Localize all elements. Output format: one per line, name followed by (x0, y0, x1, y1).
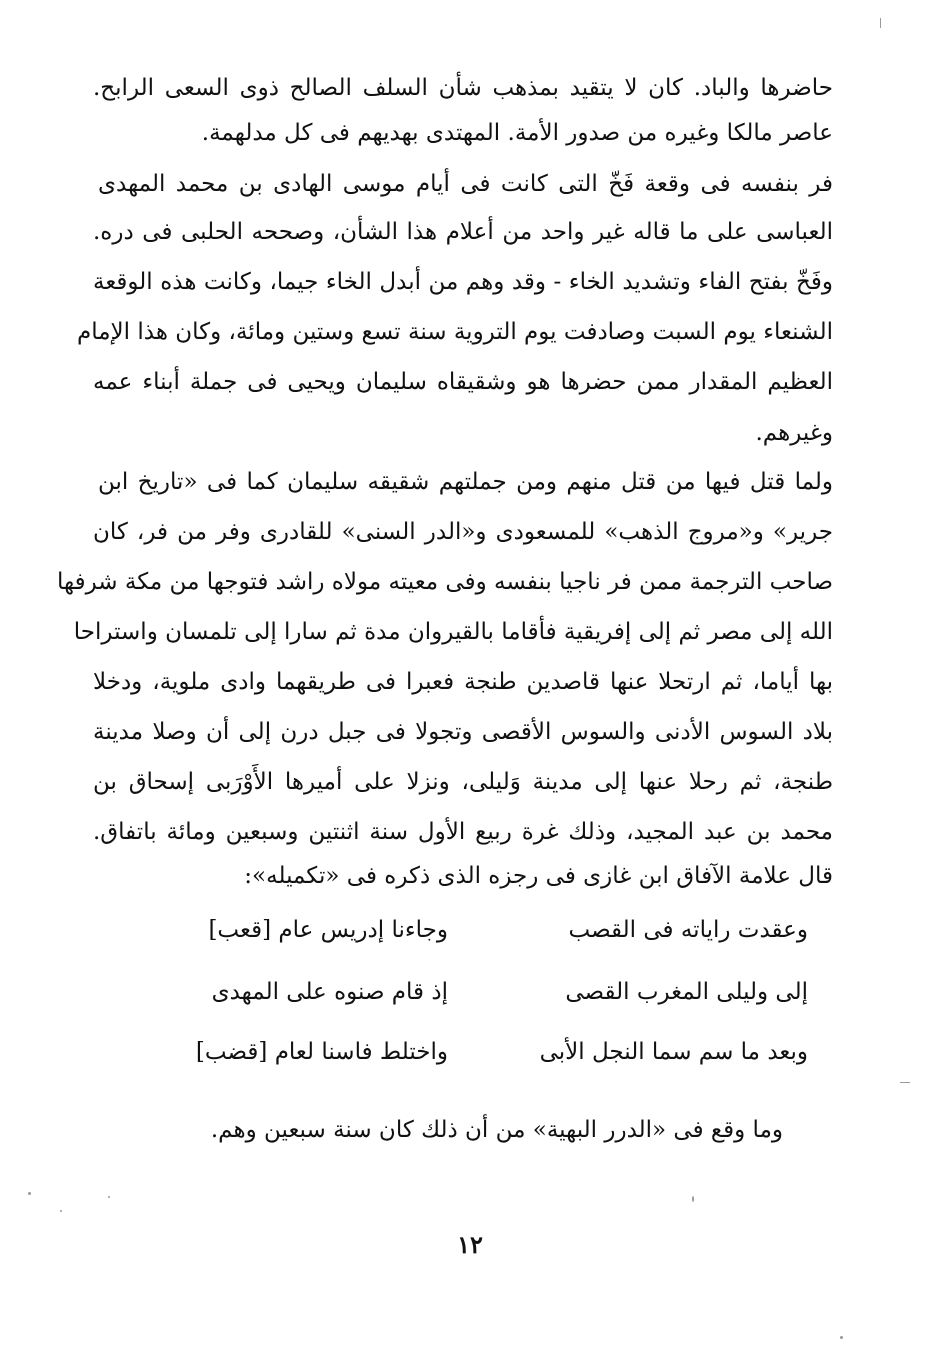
text-line: الشنعاء يوم السبت وصادفت يوم التروية سنة تسع وستين ومائة، وكان هذا الإمام (76, 319, 833, 345)
text-line: ولما قتل فيها من قتل منهم ومن جملتهم شقيقه سليمان كما فى «تاريخ ابن (98, 469, 833, 495)
verse-first-hemistich: وعقدت راياته فى القصب (568, 917, 808, 943)
text-line: جرير» و«مروج الذهب» للمسعودى و«الدر السنى» للقادرى وفر من فر، كان (93, 519, 833, 545)
verse-first-hemistich: إلى وليلى المغرب القصى (565, 979, 808, 1005)
text-line: وفَخّ بفتح الفاء وتشديد الخاء - وقد وهم من أبدل الخاء جيما، وكانت هذه الوقعة (93, 269, 833, 295)
text-line: بلاد السوس الأدنى والسوس الأقصى وتجولا فى جبل درن إلى أن وصلا مدينة (93, 719, 833, 745)
verse-second-hemistich: إذ قام صنوه على المهدى (211, 979, 448, 1005)
scan-speck (900, 1082, 910, 1083)
scan-speck (108, 1196, 110, 1198)
scan-speck (840, 1336, 843, 1339)
text-line: وغيرهم. (755, 420, 833, 446)
scan-speck (28, 1192, 31, 1195)
verse-second-hemistich: واختلط فاسنا لعام [قضب] (195, 1039, 448, 1065)
text-line: العباسى على ما قاله غير واحد من أعلام هذا الشأن، وصححه الحلبى فى دره. (93, 219, 833, 245)
scan-speck (692, 1196, 694, 1202)
scan-speck (880, 18, 881, 28)
verse-first-hemistich: وبعد ما سم سما النجل الأبى (539, 1039, 808, 1065)
text-line: طنجة، ثم رحلا عنها إلى مدينة وَليلى، ونزلا على أميرها الأَوْرَبى إسحاق بن (93, 769, 833, 795)
closing-line: وما وقع فى «الدرر البهية» من أن ذلك كان سنة سبعين وهم. (210, 1117, 783, 1143)
text-line: بها أياما، ثم ارتحلا عنها قاصدين طنجة فعبرا فى طريقهما وادى ملوية، ودخلا (93, 669, 833, 695)
text-line: فر بنفسه فى وقعة فَخّ التى كانت فى أيام موسى الهادى بن محمد المهدى (98, 171, 833, 197)
page-number: ١٢ (457, 1230, 483, 1259)
text-line: صاحب الترجمة ممن فر ناجيا بنفسه وفى معيته مولاه راشد فتوجها من مكة شرفها (57, 569, 833, 595)
text-line: قال علامة الآفاق ابن غازى فى رجزه الذى ذكره فى «تكميله»: (244, 863, 833, 889)
text-line: الله إلى مصر ثم إلى إفريقية فأقاما بالقيروان مدة ثم سارا إلى تلمسان واستراحا (73, 619, 833, 645)
text-line: محمد بن عبد المجيد، وذلك غرة ربيع الأول سنة اثنتين وسبعين ومائة باتفاق. (93, 819, 833, 845)
text-line: حاضرها والباد. كان لا يتقيد بمذهب شأن السلف الصالح ذوى السعى الرابح. (93, 75, 833, 101)
verse-second-hemistich: وجاءنا إدريس عام [قعب] (208, 917, 448, 943)
text-line: العظيم المقدار ممن حضرها هو وشقيقاه سليمان ويحيى فى جملة أبناء عمه (93, 369, 833, 395)
scan-speck (60, 1210, 62, 1212)
text-line: عاصر مالكا وغيره من صدور الأمة. المهتدى بهديهم فى كل مدلهمة. (201, 120, 833, 146)
